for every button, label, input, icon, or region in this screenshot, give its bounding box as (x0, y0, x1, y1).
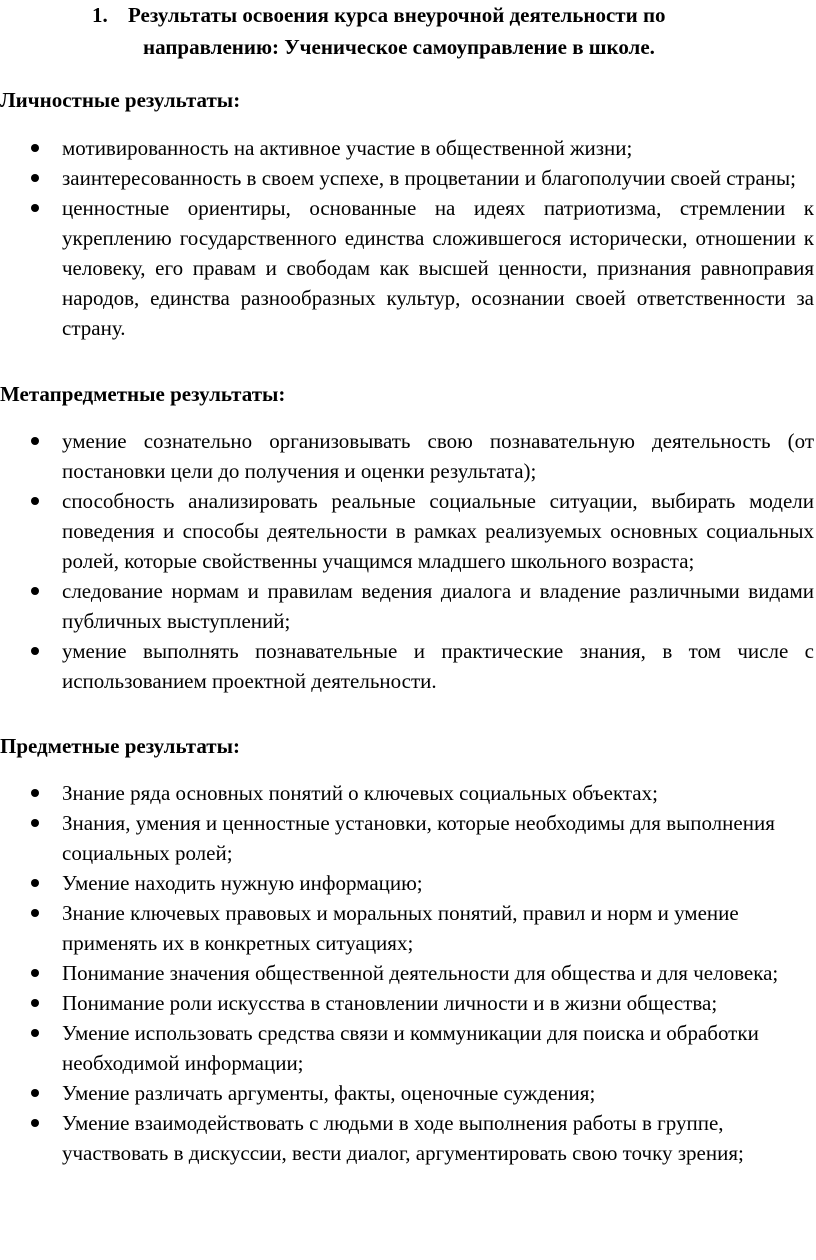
bullet-icon (31, 969, 39, 977)
bullet-icon (31, 144, 39, 152)
list-item (0, 163, 816, 193)
list-item (0, 576, 816, 636)
bullet-icon (31, 1119, 39, 1127)
bullet-icon (31, 879, 39, 887)
bullet-icon (31, 1029, 39, 1037)
list-item-text: Умение взаимодействовать с людьми в ходе выполнения работы в группе, участвовать в дискуссии, вести диалог, аргументировать свою точку зрения; (62, 1111, 744, 1165)
list-item (0, 1078, 816, 1108)
title-number: 1. (92, 3, 108, 27)
bullet-icon (31, 1089, 39, 1097)
list-item-text: заинтересованность в своем успехе, в процветании и благополучии своей страны; (62, 166, 796, 190)
list-item-text: Умение находить нужную информацию; (62, 871, 423, 895)
bullet-icon (31, 204, 39, 212)
list-item-text: мотивированность на активное участие в общественной жизни; (62, 136, 633, 160)
list-item (0, 808, 816, 868)
list-item (0, 133, 816, 163)
title-text-line-1: Результаты освоения курса внеурочной деятельности по (128, 3, 666, 27)
list-subject-results (0, 778, 816, 1168)
section-heading-metasubject: Метапредметные результаты: (0, 382, 286, 406)
list-item (0, 868, 816, 898)
list-item-text: Знание ключевых правовых и моральных понятий, правил и норм и умение применять их в конкретных ситуациях; (62, 901, 739, 955)
list-item-text: следование нормам и правилам ведения диалога и владение различными видами публичных выступлений; (62, 579, 814, 633)
bullet-icon (31, 174, 39, 182)
list-item (0, 988, 816, 1018)
list-item (0, 486, 816, 576)
bullet-icon (31, 909, 39, 917)
list-item-text: Понимание роли искусства в становлении личности и в жизни общества; (62, 991, 718, 1015)
list-item-text: Умение использовать средства связи и коммуникации для поиска и обработки необходимой информации; (62, 1021, 759, 1075)
list-item-text: Знание ряда основных понятий о ключевых социальных объектах; (62, 781, 658, 805)
list-item (0, 958, 816, 988)
title-text-line-2: направлению: Ученическое самоуправление в школе. (143, 35, 655, 59)
list-item-text: Умение различать аргументы, факты, оценочные суждения; (62, 1081, 596, 1105)
section-heading-personal: Личностные результаты: (0, 88, 241, 112)
list-metasubject-results (0, 426, 816, 696)
bullet-icon (31, 497, 39, 505)
list-item (0, 898, 816, 958)
list-item-text: умение сознательно организовывать свою познавательную деятельность (от постановки цели до получения и оценки результата); (62, 429, 814, 483)
bullet-icon (31, 437, 39, 445)
bullet-icon (31, 789, 39, 797)
bullet-icon (31, 819, 39, 827)
list-personal-results (0, 133, 816, 343)
list-item (0, 1018, 816, 1078)
bullet-icon (31, 647, 39, 655)
bullet-icon (31, 999, 39, 1007)
bullet-icon (31, 587, 39, 595)
list-item (0, 636, 816, 696)
list-item-text: способность анализировать реальные социальные ситуации, выбирать модели поведения и способы деятельности в рамках реализуемых основных социальных ролей, которые свойственны учащимся младшего школьного возраста; (62, 489, 814, 573)
section-heading-subject: Предметные результаты: (0, 734, 240, 758)
list-item (0, 778, 816, 808)
list-item (0, 193, 816, 343)
list-item-text: умение выполнять познавательные и практические знания, в том числе с использованием проектной деятельности. (62, 639, 814, 693)
list-item (0, 1108, 816, 1168)
list-item (0, 426, 816, 486)
list-item-text: ценностные ориентиры, основанные на идеях патриотизма, стремлении к укреплению государственного единства сложившегося исторически, отношении к человеку, его правам и свободам как высшей ценности, признания равноправия народов, единства разнообразных культур, осознании своей ответственности за страну. (62, 196, 814, 340)
list-item-text: Знания, умения и ценностные установки, которые необходимы для выполнения социальных ролей; (62, 811, 775, 865)
title-line-1 (92, 0, 666, 30)
list-item-text: Понимание значения общественной деятельности для общества и для человека; (62, 961, 779, 985)
